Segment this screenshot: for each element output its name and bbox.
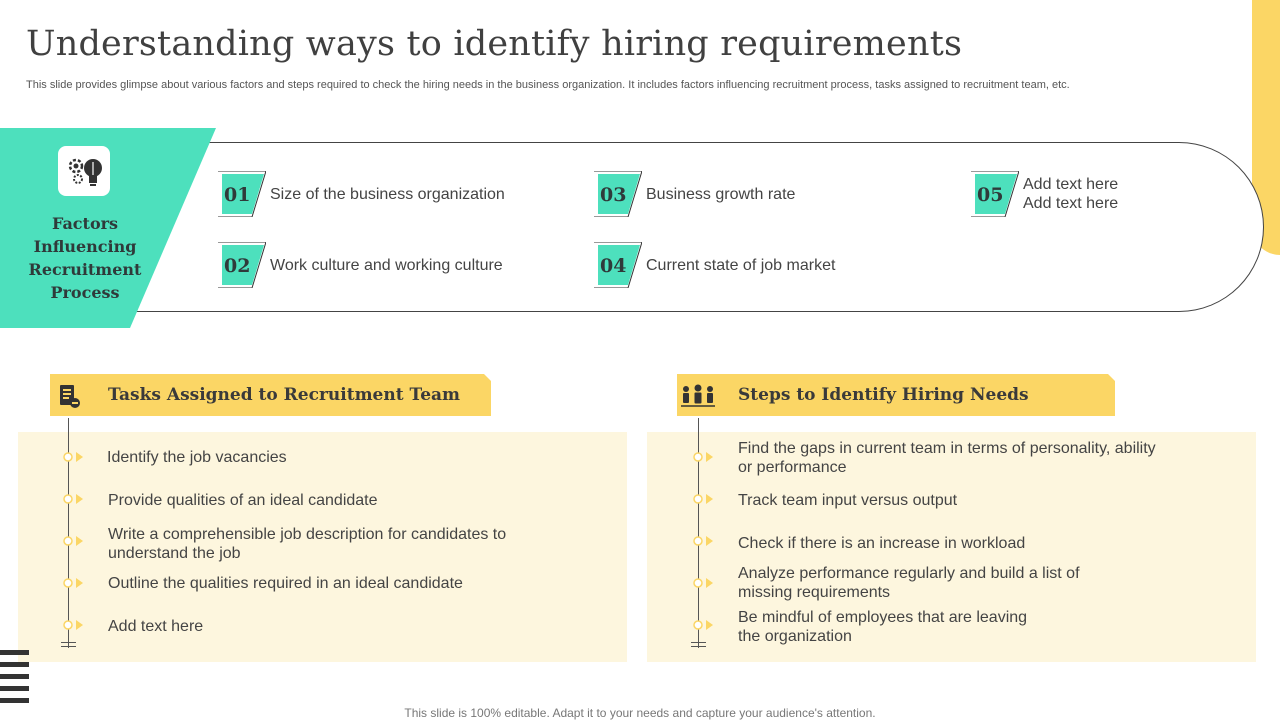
bullet-arrow-icon	[693, 492, 713, 506]
timeline-end-mark	[691, 646, 706, 647]
factor-number-badge	[218, 242, 266, 288]
steps-heading: Steps to Identify Hiring Needs	[738, 385, 1029, 405]
footer-note: This slide is 100% editable. Adapt it to your needs and capture your audience's attention.	[404, 706, 876, 720]
factor-number-badge	[971, 171, 1019, 217]
step-item: Track team input versus output	[738, 492, 958, 509]
timeline-end-mark	[61, 646, 76, 647]
factor-number-badge	[594, 171, 642, 217]
bullet-arrow-icon	[693, 534, 713, 548]
task-item: Outline the qualities required in an ideal candidate	[108, 575, 463, 592]
factor-number: 02	[224, 255, 251, 277]
timeline-end-mark	[691, 642, 706, 643]
factor-item-text: Work culture and working culture	[270, 257, 503, 274]
step-item: Analyze performance regularly and build a list of missing requirements	[738, 565, 1080, 601]
bullet-arrow-icon	[63, 534, 83, 548]
factors-heading: Factors Influencing Recruitment Process	[28, 214, 142, 302]
factor-number: 03	[600, 184, 627, 206]
gears-bulb-icon	[58, 146, 110, 196]
factor-item-text: Current state of job market	[646, 257, 836, 274]
bullet-arrow-icon	[63, 576, 83, 590]
page-title: Understanding ways to identify hiring requirements	[26, 24, 963, 64]
menu-bars-icon[interactable]	[0, 650, 29, 710]
factor-number: 05	[977, 184, 1004, 206]
task-item: Provide qualities of an ideal candidate	[108, 492, 378, 509]
factor-item-text: Business growth rate	[646, 186, 796, 203]
team-people-icon	[679, 383, 717, 409]
task-item: Add text here	[108, 618, 204, 635]
bullet-arrow-icon	[63, 492, 83, 506]
factor-item-text: Add text here Add text here	[1023, 176, 1119, 212]
page-subtitle: This slide provides glimpse about various factors and steps required to check the hiring needs in the business organization. It includes factors influencing recruitment process, tasks assigned to recruitment team, etc.	[26, 79, 1070, 91]
factor-item-text: Size of the business organization	[270, 186, 505, 203]
bullet-arrow-icon	[693, 450, 713, 464]
timeline-end-mark	[61, 642, 76, 643]
factor-number-badge	[594, 242, 642, 288]
bullet-arrow-icon	[63, 450, 83, 464]
bullet-arrow-icon	[693, 576, 713, 590]
factor-number: 01	[224, 184, 251, 206]
task-item: Write a comprehensible job description for candidates to understand the job	[108, 526, 507, 562]
step-item: Find the gaps in current team in terms of personality, ability or performance	[738, 440, 1156, 476]
tasks-clipboard-icon	[56, 383, 82, 409]
step-item: Check if there is an increase in workload	[738, 535, 1026, 552]
task-item: Identify the job vacancies	[107, 449, 287, 466]
bullet-arrow-icon	[693, 618, 713, 632]
bullet-arrow-icon	[63, 618, 83, 632]
factor-number: 04	[600, 255, 627, 277]
step-item: Be mindful of employees that are leaving the organization	[738, 609, 1028, 645]
tasks-heading: Tasks Assigned to Recruitment Team	[108, 385, 461, 405]
factor-number-badge	[218, 171, 266, 217]
